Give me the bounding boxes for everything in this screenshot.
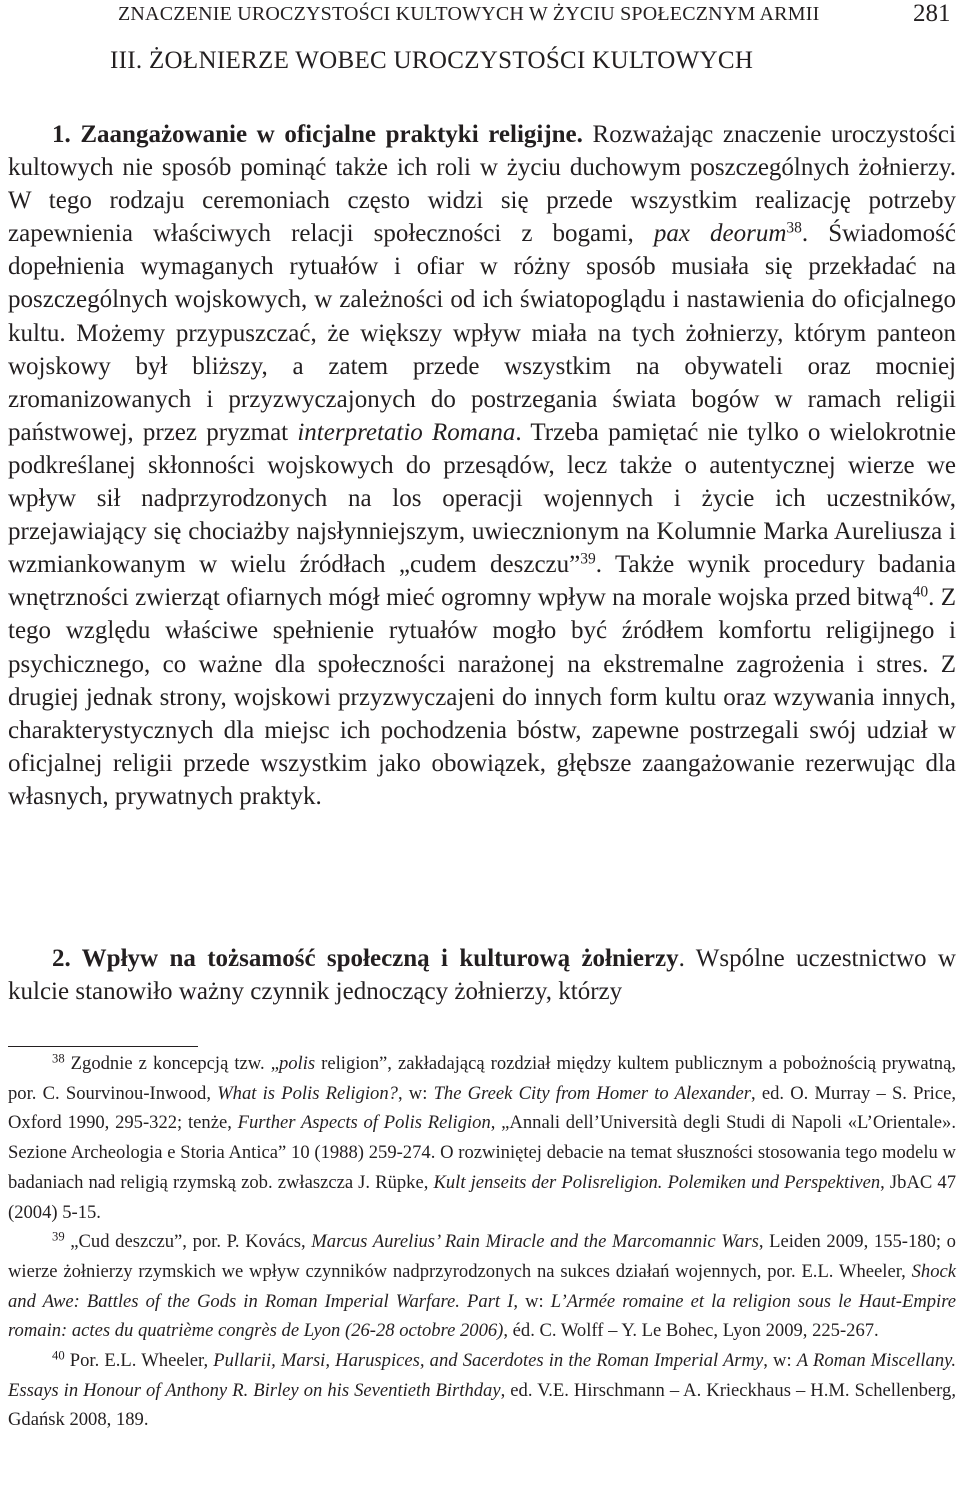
paragraph-religious-practices: [8, 118, 956, 813]
paragraph-text: . Świadomość dopełnienia wymaganych rytuałów i ofiar w różny sposób musiała się przekładać na poszczególnych wojskowych, w zależności od ich światopoglądu i nastawienia do oficjalnego kultu. Możemy przypuszczać, że większy wpływ miała na tych żołnierzy, którym panteon wojskowy był bliższy, a zatem przede wszystkim na obywateli oraz mocniej zromanizowanych i przyzwyczajonych do postrzegania świata bogów w ramach religii państwowej, przez pryzmat: [8, 220, 956, 446]
section-heading: III. ŻOŁNIERZE WOBEC UROCZYSTOŚCI KULTOWYCH: [110, 47, 754, 74]
page-number: 281: [913, 0, 951, 27]
footnote-number: 40: [52, 1348, 65, 1363]
footnote-italic: What is Polis Religion?: [217, 1082, 398, 1104]
footnote-39: [8, 1227, 956, 1346]
footnote-number: 39: [52, 1229, 65, 1244]
italic-term: pax deorum: [653, 220, 787, 248]
footnote-italic: Further Aspects of Polis Religion: [237, 1112, 491, 1134]
footnote-38: [8, 1049, 956, 1227]
footnote-number: 38: [52, 1051, 65, 1066]
footnote-text: , ed. O. Murray – S. Price, Oxford 1990, 295-322; tenże,: [8, 1082, 957, 1134]
footnotes: [8, 1049, 956, 1435]
footnote-text: Zgodnie z koncepcją tzw. „: [64, 1053, 279, 1074]
footnote-text: , JbAC 47 (2004) 5-15.: [8, 1171, 956, 1223]
paragraph-text: . Z tego względu właściwe spełnienie rytuałów mogło być źródłem komfortu religijnego i psychicznego, co ważne dla społeczności narażonej na ekstremalne zagrożenia i stres. Z drugiej jednak strony, wojskowi przyzwyczajeni do innych form kultu oraz wzywania innych, charakterystycznych dla miejsc ich pochodzenia bóstw, zapewne postrzegali swój udział w oficjalnej religii przede wszystkim jako obowiązek, głębsze zaangażowanie rezerwując dla własnych, prywatnych praktyk.: [8, 584, 956, 810]
subsection-heading-2: 2. Wpływ na tożsamość społeczną i kulturową żołnierzy: [52, 945, 679, 972]
footnote-text: , Leiden 2009, 155-180; o wierze żołnierzy rzymskich we wpływ czynników nadprzyrodzonych na sukces działań wojennych, por. E.L. Wheeler,: [8, 1231, 956, 1282]
footnote-ref-39[interactable]: 39: [580, 550, 596, 568]
footnote-ref-38[interactable]: 38: [786, 219, 802, 237]
paragraph-social-identity: [8, 942, 956, 1008]
footnote-italic: Shock and Awe: Battles of the Gods in Roman Imperial Warfare. Part I: [8, 1260, 956, 1312]
paragraph-text: . Także wynik procedury badania wnętrzności zwierząt ofiarnych mógł mieć ogromny wpływ na morale wojska przed bitwą: [8, 551, 956, 612]
footnote-italic: The Greek City from Homer to Alexander: [433, 1082, 751, 1104]
footnote-italic: Kult jenseits der Polisreligion. Polemiken und Perspektiven: [433, 1171, 881, 1193]
footnote-text: Por. E.L. Wheeler,: [64, 1350, 214, 1372]
paragraph-text: . Trzeba pamiętać nie tylko o wielokrotnie podkreślanej skłonności wojskowych do przesądów, lecz także o autentycznej wierze we wpływ sił nadprzyrodzonych na los operacji wojennych i życie ich uczestników, przejawiający się chociażby najsłynniejszym, uwiecznionym na Kolumnie Marka Aureliusza i wzmiankowanym w wielu źródłach „cudem deszczu”: [8, 418, 956, 579]
footnote-40: [8, 1346, 956, 1435]
footnote-italic: polis: [278, 1053, 316, 1074]
running-head: ZNACZENIE UROCZYSTOŚCI KULTOWYCH W ŻYCIU SPOŁECZNYM ARMII: [118, 3, 820, 25]
footnote-italic: Pullarii, Marsi, Haruspices, and Sacerdotes in the Roman Imperial Army: [213, 1350, 764, 1372]
subsection-heading-1: 1. Zaangażowanie w oficjalne praktyki religijne.: [52, 121, 583, 148]
footnote-italic: L’Armée romaine et la religion sous le Haut-Empire romain: actes du quatrième congrès de Lyon (26-28 octobre 2006): [8, 1290, 957, 1342]
footnote-ref-40[interactable]: 40: [912, 583, 929, 601]
footnote-italic: A Roman Miscellany. Essays in Honour of Anthony R. Birley on his Seventieth Birthday: [8, 1350, 956, 1401]
footnote-divider: [8, 1046, 198, 1047]
footnote-text: religion”, zakładającą rozdział między kultem publicznym a pobożnością prywatną, por. C. Sourvinou-Inwood,: [8, 1053, 956, 1104]
italic-term: interpretatio Romana: [297, 418, 516, 446]
footnote-italic: Marcus Aurelius’ Rain Miracle and the Marcomannic Wars: [311, 1231, 759, 1253]
paragraph-text: Rozważając znaczenie uroczystości kultowych nie sposób pominąć także ich roli w życiu duchowym poszczególnych żołnierzy. W tego rodzaju ceremoniach często widzi się przede wszystkim realizację potrzeby zapewnienia właściwych relacji społeczności z bogami,: [8, 121, 956, 248]
footnote-text: „Cud deszczu”, por. P. Kovács,: [64, 1231, 312, 1253]
footnote-text: , „Annali dell’Università degli Studi di Napoli «L’Orientale». Sezione Archeologia e Storia Antica” 10 (1988) 259-274. O rozwiniętej debacie na temat słuszności stosowania tego modelu w badaniach nad religią rzymską zob. zwłaszcza J. Rüpke,: [8, 1112, 956, 1193]
footnote-text: , w:: [763, 1350, 797, 1372]
footnote-text: , w:: [397, 1082, 434, 1104]
paragraph-text: . Wspólne uczestnictwo w kulcie stanowiło ważny czynnik jednoczący żołnierzy, którzy: [8, 945, 956, 1006]
footnote-text: , éd. C. Wolff – Y. Le Bohec, Lyon 2009, 225-267.: [503, 1320, 879, 1342]
footnote-text: , w:: [513, 1290, 551, 1312]
footnote-text: , ed. V.E. Hirschmann – A. Krieckhaus – H.M. Schellenberg, Gdańsk 2008, 189.: [8, 1379, 956, 1431]
